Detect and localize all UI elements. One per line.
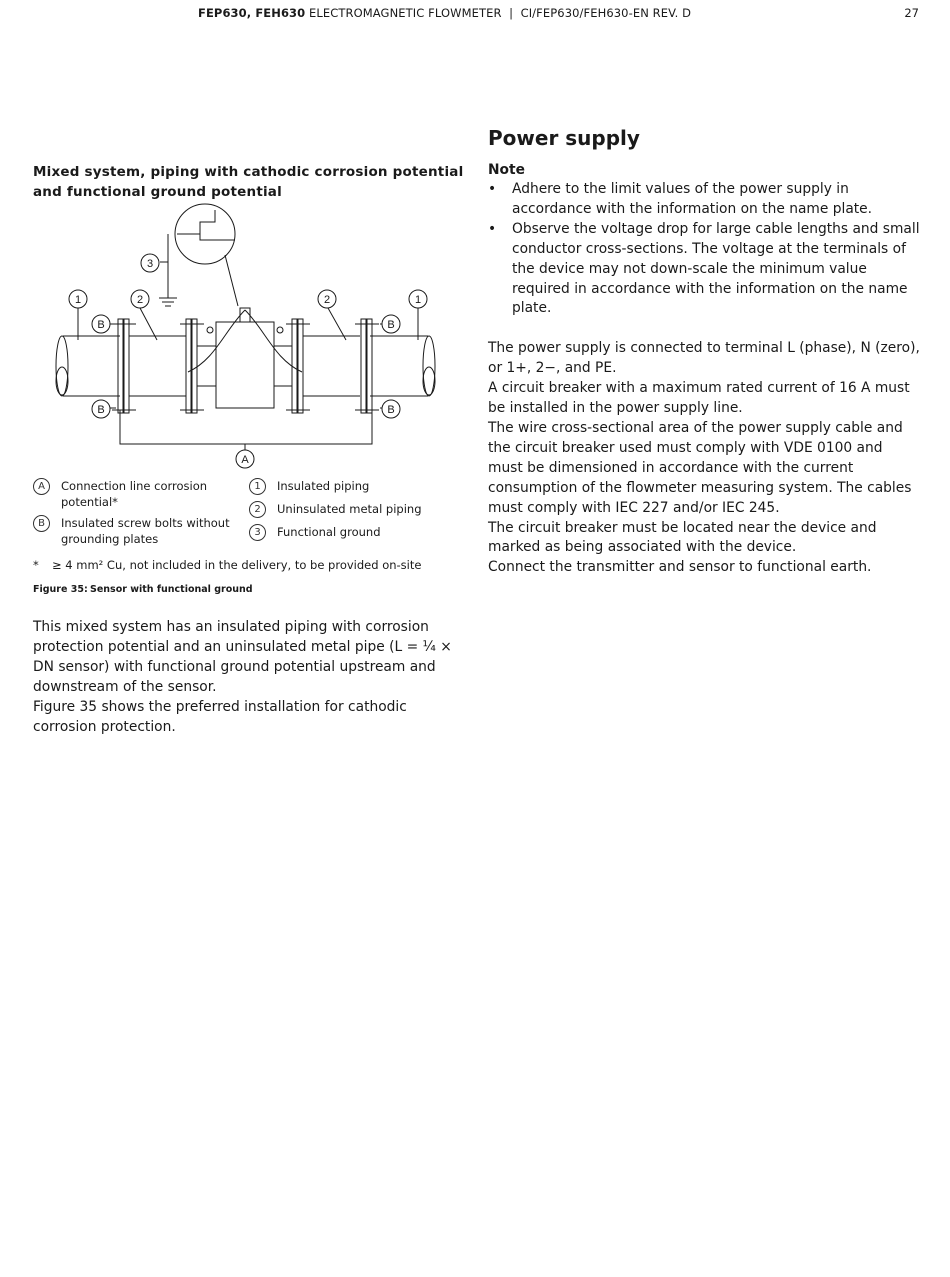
header-title: ELECTROMAGNETIC FLOWMETER bbox=[309, 6, 502, 20]
legend-key-1: 1 bbox=[249, 478, 266, 495]
left-body-text bbox=[33, 618, 465, 737]
legend-text-b: Insulated screw bolts without grounding plates bbox=[61, 516, 230, 546]
header-doc-id: CI/FEP630/FEH630-EN REV. D bbox=[520, 6, 692, 20]
footnote-mark: * bbox=[33, 558, 39, 572]
footnote-text: ≥ 4 mm² Cu, not included in the delivery, to be provided on-site bbox=[52, 558, 422, 572]
note-bullet-1: • Adhere to the limit values of the power supply in accordance with the information on the name plate. bbox=[488, 180, 920, 220]
legend-text-2: Uninsulated metal piping bbox=[277, 502, 422, 516]
legend-key-a: A bbox=[33, 478, 50, 495]
callout-b-bottom-right: B bbox=[387, 404, 395, 416]
page-header bbox=[198, 6, 691, 20]
legend-text-a: Connection line corrosion potential* bbox=[61, 479, 208, 509]
page-number: 27 bbox=[904, 6, 919, 20]
caption-text: Sensor with functional ground bbox=[90, 584, 253, 595]
callout-2-left: 2 bbox=[136, 294, 144, 306]
callout-b-top-right: B bbox=[387, 319, 395, 331]
left-paragraph-1: This mixed system has an insulated piping with corrosion protection potential and an uninsulated metal pipe (L = ¼ × DN sensor) with functional ground potential upstream and downstream of the sensor. bbox=[33, 619, 452, 695]
left-column bbox=[33, 162, 465, 202]
note-bullet-2: • Observe the voltage drop for large cable lengths and small conductor cross-sections. The voltage at the terminals of the device may not down-scale the minimum value required in accordance with the information on the name plate. bbox=[488, 220, 920, 320]
legend-item-a bbox=[33, 478, 233, 510]
right-body-text bbox=[488, 339, 920, 578]
note-bullets bbox=[488, 180, 920, 319]
figure-caption bbox=[33, 584, 253, 595]
figure-title: Mixed system, piping with cathodic corrosion potential and functional ground potential bbox=[33, 164, 464, 200]
header-product: FEP630, FEH630 bbox=[198, 6, 306, 20]
callout-b-top-left: B bbox=[97, 319, 105, 331]
figure-footnote bbox=[33, 558, 421, 572]
legend-text-3: Functional ground bbox=[277, 525, 381, 539]
legend-item-2 bbox=[249, 501, 459, 518]
right-paragraph-2: A circuit breaker with a maximum rated current of 16 A must be installed in the power supply line. bbox=[488, 380, 910, 417]
note-label: Note bbox=[488, 162, 525, 178]
legend-key-3: 3 bbox=[249, 524, 266, 541]
legend-key-b: B bbox=[33, 515, 50, 532]
callout-a: A bbox=[241, 454, 249, 466]
caption-number: Figure 35: bbox=[33, 584, 88, 595]
legend-item-1 bbox=[249, 478, 459, 495]
callout-1-left: 1 bbox=[74, 294, 82, 306]
legend-item-3 bbox=[249, 524, 459, 541]
right-paragraph-4: The circuit breaker must be located near the device and marked as being associated with the device. bbox=[488, 519, 877, 556]
header-separator: | bbox=[509, 6, 514, 20]
right-column bbox=[488, 126, 920, 578]
right-paragraph-1: The power supply is connected to terminal L (phase), N (zero), or 1+, 2−, and PE. bbox=[488, 340, 920, 377]
legend-item-b bbox=[33, 515, 243, 547]
legend-text-1: Insulated piping bbox=[277, 479, 370, 493]
legend-key-2: 2 bbox=[249, 501, 266, 518]
callout-2-right: 2 bbox=[323, 294, 331, 306]
sensor-ground-diagram bbox=[40, 200, 460, 472]
callout-b-bottom-left: B bbox=[97, 404, 105, 416]
callout-1-right: 1 bbox=[414, 294, 422, 306]
left-paragraph-2: Figure 35 shows the preferred installation for cathodic corrosion protection. bbox=[33, 698, 407, 735]
section-heading: Power supply bbox=[488, 126, 640, 150]
right-paragraph-3: The wire cross-sectional area of the power supply cable and the circuit breaker used must comply with VDE 0100 and must be dimensioned in accordance with the current consumption of the flowmeter measuring system. The cables must comply with IEC 227 and/or IEC 245. bbox=[488, 419, 912, 516]
callout-3: 3 bbox=[146, 258, 154, 270]
right-paragraph-5: Connect the transmitter and sensor to functional earth. bbox=[488, 559, 872, 576]
